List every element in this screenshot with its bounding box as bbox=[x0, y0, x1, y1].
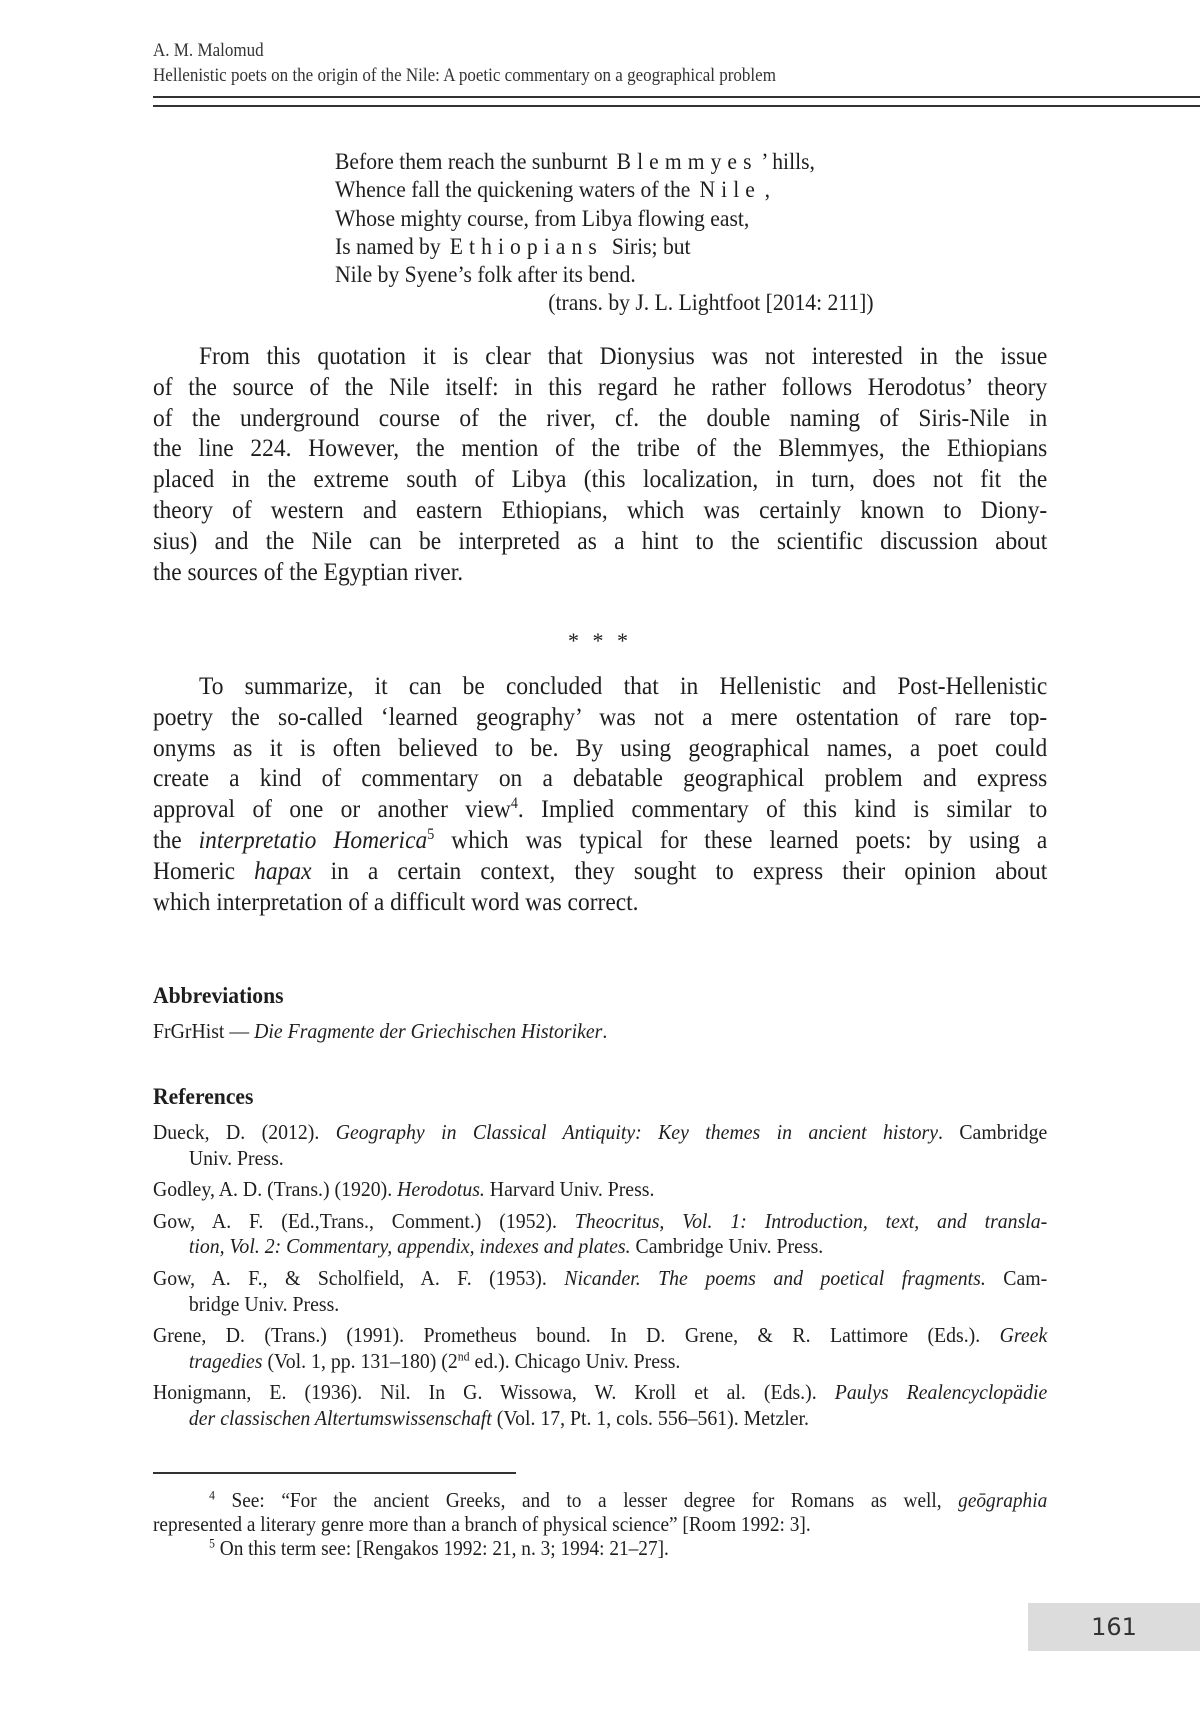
footnote-marker: 4 bbox=[511, 795, 518, 812]
text-segment: Dueck, D. (2012). bbox=[153, 1120, 336, 1144]
footnote-marker: 4 bbox=[209, 1488, 215, 1502]
text-line bbox=[335, 148, 815, 176]
abbreviation-item bbox=[153, 1019, 607, 1044]
text-segment: of the underground course of the river, cf. the double naming of Siris-Nile in bbox=[153, 403, 1047, 432]
text-segment: Gow, A. F. (Ed.,Trans., Comment.) (1952). bbox=[153, 1209, 575, 1233]
spaced-name: Ethiopians bbox=[450, 234, 603, 260]
text-segment: sius) and the Nile can be interpreted as a hint to the scientific discussion about bbox=[153, 526, 1047, 555]
reference-entry bbox=[153, 1266, 1047, 1317]
footnote-marker: 5 bbox=[209, 1536, 215, 1550]
text-line bbox=[153, 1536, 1047, 1560]
reference-entry bbox=[153, 1323, 1047, 1374]
abbreviations-heading: Abbreviations bbox=[153, 983, 284, 1010]
text-segment: approval of one or another view bbox=[153, 794, 511, 823]
italic-text: Nicander. The poems and poetical fragments. bbox=[564, 1266, 985, 1290]
text-line bbox=[153, 856, 1047, 887]
italic-text: der classischen Altertumswissenschaft bbox=[189, 1406, 492, 1430]
section-separator: * * * bbox=[0, 628, 1200, 654]
italic-text: Herodotus. bbox=[397, 1177, 485, 1201]
verse-quotation bbox=[335, 148, 857, 289]
text-segment: Before them reach the sunburnt bbox=[335, 149, 613, 175]
text-segment: in a certain context, they sought to express their opinion about bbox=[312, 856, 1048, 885]
text-segment: Cam- bbox=[986, 1266, 1047, 1290]
text-line bbox=[335, 233, 815, 261]
text-segment: theory of western and eastern Ethiopians, which was certainly known to Diony- bbox=[153, 495, 1047, 524]
text-segment: Whose mighty course, from Libya flowing east, bbox=[335, 206, 749, 232]
text-line bbox=[153, 1209, 1047, 1235]
text-line bbox=[153, 1512, 1047, 1536]
references-heading: References bbox=[153, 1084, 253, 1111]
text-line bbox=[153, 733, 1047, 764]
text-segment: On this term see: [Rengakos 1992: 21, n. 3; 1994: 21–27]. bbox=[215, 1536, 669, 1560]
italic-text: Paulys Realencyclopädie bbox=[835, 1380, 1048, 1404]
text-line bbox=[153, 671, 1047, 702]
text-line bbox=[153, 702, 1047, 733]
text-segment: , bbox=[765, 177, 770, 203]
page-number: 161 bbox=[1091, 1613, 1137, 1641]
text-segment: Gow, A. F., & Scholfield, A. F. (1953). bbox=[153, 1266, 564, 1290]
abbreviation-expansion: Die Fragmente der Griechischen Historiker bbox=[254, 1019, 602, 1043]
text-line bbox=[153, 464, 1047, 495]
text-line bbox=[153, 372, 1047, 403]
text-segment: Is named by bbox=[335, 234, 446, 260]
text-line bbox=[153, 794, 1047, 825]
italic-text: Greek bbox=[1000, 1323, 1048, 1347]
spaced-name: Blemmyes bbox=[617, 149, 758, 175]
text-line bbox=[153, 1234, 1047, 1260]
text-line bbox=[153, 763, 1047, 794]
header-rule-bottom bbox=[153, 105, 1200, 107]
footnote-rule bbox=[153, 1472, 516, 1474]
abbreviation-end: . bbox=[602, 1019, 607, 1043]
text-segment: . Cambridge bbox=[938, 1120, 1047, 1144]
text-segment: Honigmann, E. (1936). Nil. In G. Wissowa, W. Kroll et al. (Eds.). bbox=[153, 1380, 835, 1404]
text-line bbox=[153, 495, 1047, 526]
italic-text: tragedies bbox=[189, 1349, 263, 1373]
text-line bbox=[153, 557, 1047, 588]
text-line bbox=[153, 887, 1047, 918]
abbreviation-term: FrGrHist — bbox=[153, 1019, 254, 1043]
text-segment: onyms as it is often believed to be. By using geographical names, a poet could bbox=[153, 733, 1047, 762]
footnote-marker: 5 bbox=[427, 826, 434, 843]
page-number-box bbox=[1028, 1603, 1200, 1651]
header-rule-top bbox=[153, 96, 1200, 98]
text-line bbox=[335, 261, 815, 289]
text-segment: the line 224. However, the mention of the tribe of the Blemmyes, the Ethiopians bbox=[153, 433, 1047, 462]
text-segment: From this quotation it is clear that Dionysius was not interested in the issue bbox=[199, 341, 1047, 370]
text-line bbox=[153, 825, 1047, 856]
text-segment: Cambridge Univ. Press. bbox=[631, 1234, 824, 1258]
italic-text: Geography in Classical Antiquity: Key themes in ancient history bbox=[336, 1120, 938, 1144]
reference-entry bbox=[153, 1209, 1047, 1260]
references-list bbox=[153, 1120, 1047, 1438]
reference-entry bbox=[153, 1380, 1047, 1431]
text-line bbox=[153, 1349, 1047, 1375]
text-line bbox=[153, 526, 1047, 557]
text-segment: placed in the extreme south of Libya (this localization, in turn, does not fit the bbox=[153, 464, 1047, 493]
text-segment: Godley, A. D. (Trans.) (1920). bbox=[153, 1177, 397, 1201]
text-segment: bridge Univ. Press. bbox=[189, 1292, 339, 1316]
italic-text: interpretatio Homerica bbox=[199, 825, 428, 854]
text-segment: Siris; but bbox=[606, 234, 690, 260]
text-line bbox=[153, 1406, 1047, 1432]
italic-text: hapax bbox=[254, 856, 311, 885]
text-line bbox=[153, 433, 1047, 464]
running-head-author: A. M. Malomud bbox=[153, 39, 264, 63]
running-head-title: Hellenistic poets on the origin of the Nile: A poetic commentary on a geographical problem bbox=[153, 64, 776, 88]
text-segment: poetry the so-called ‘learned geography’ was not a mere ostentation of rare top- bbox=[153, 702, 1047, 731]
reference-entry bbox=[153, 1177, 1047, 1203]
text-line bbox=[153, 1488, 1047, 1512]
text-line bbox=[153, 1323, 1047, 1349]
text-segment: To summarize, it can be concluded that in Hellenistic and Post-Hellenistic bbox=[199, 671, 1047, 700]
text-segment: ed.). Chicago Univ. Press. bbox=[470, 1349, 681, 1373]
text-segment: ’ hills, bbox=[761, 149, 815, 175]
text-line bbox=[335, 176, 815, 204]
text-line bbox=[153, 1266, 1047, 1292]
text-segment: Nile by Syene’s folk after its bend. bbox=[335, 262, 636, 288]
text-segment: create a kind of commentary on a debatable geographical problem and express bbox=[153, 763, 1047, 792]
text-line bbox=[153, 403, 1047, 434]
italic-text: tion, Vol. 2: Commentary, appendix, indexes and plates. bbox=[189, 1234, 631, 1258]
text-segment: See: “For the ancient Greeks, and to a lesser degree for Romans as well, bbox=[215, 1488, 958, 1512]
text-segment: (Vol. 1, pp. 131–180) (2 bbox=[263, 1349, 458, 1373]
text-line bbox=[153, 1177, 1047, 1203]
text-segment: Whence fall the quickening waters of the bbox=[335, 177, 696, 203]
text-segment: the sources of the Egyptian river. bbox=[153, 557, 463, 586]
text-line bbox=[153, 1292, 1047, 1318]
italic-text: Theocritus, Vol. 1: Introduction, text, and transla- bbox=[575, 1209, 1047, 1233]
text-segment: Homeric bbox=[153, 856, 254, 885]
text-segment: Grene, D. (Trans.) (1991). Prometheus bound. In D. Grene, & R. Lattimore (Eds.). bbox=[153, 1323, 1000, 1347]
text-line bbox=[335, 205, 815, 233]
reference-entry bbox=[153, 1120, 1047, 1171]
text-segment: Univ. Press. bbox=[189, 1146, 284, 1170]
paragraph-dionysius bbox=[153, 341, 1047, 587]
spaced-name: Nile bbox=[699, 177, 760, 203]
text-line bbox=[153, 1380, 1047, 1406]
text-segment: of the source of the Nile itself: in this regard he rather follows Herodotus’ theory bbox=[153, 372, 1047, 401]
footnotes bbox=[153, 1488, 1047, 1560]
italic-text: geōgraphia bbox=[958, 1488, 1047, 1512]
text-segment: represented a literary genre more than a branch of physical science” [Room 1992: 3]. bbox=[153, 1512, 811, 1536]
text-segment: the bbox=[153, 825, 199, 854]
verse-attribution: (trans. by J. L. Lightfoot [2014: 211]) bbox=[549, 289, 874, 317]
text-segment: (Vol. 17, Pt. 1, cols. 556–561). Metzler. bbox=[492, 1406, 809, 1430]
text-segment: . Implied commentary of this kind is similar to bbox=[518, 794, 1047, 823]
text-line bbox=[153, 1120, 1047, 1146]
text-segment: which interpretation of a difficult word was correct. bbox=[153, 887, 639, 916]
text-line bbox=[153, 1146, 1047, 1172]
text-segment: which was typical for these learned poets: by using a bbox=[434, 825, 1047, 854]
text-line bbox=[153, 341, 1047, 372]
paragraph-summary bbox=[153, 671, 1047, 917]
footnote-marker: nd bbox=[458, 1349, 470, 1363]
text-segment: Harvard Univ. Press. bbox=[485, 1177, 655, 1201]
